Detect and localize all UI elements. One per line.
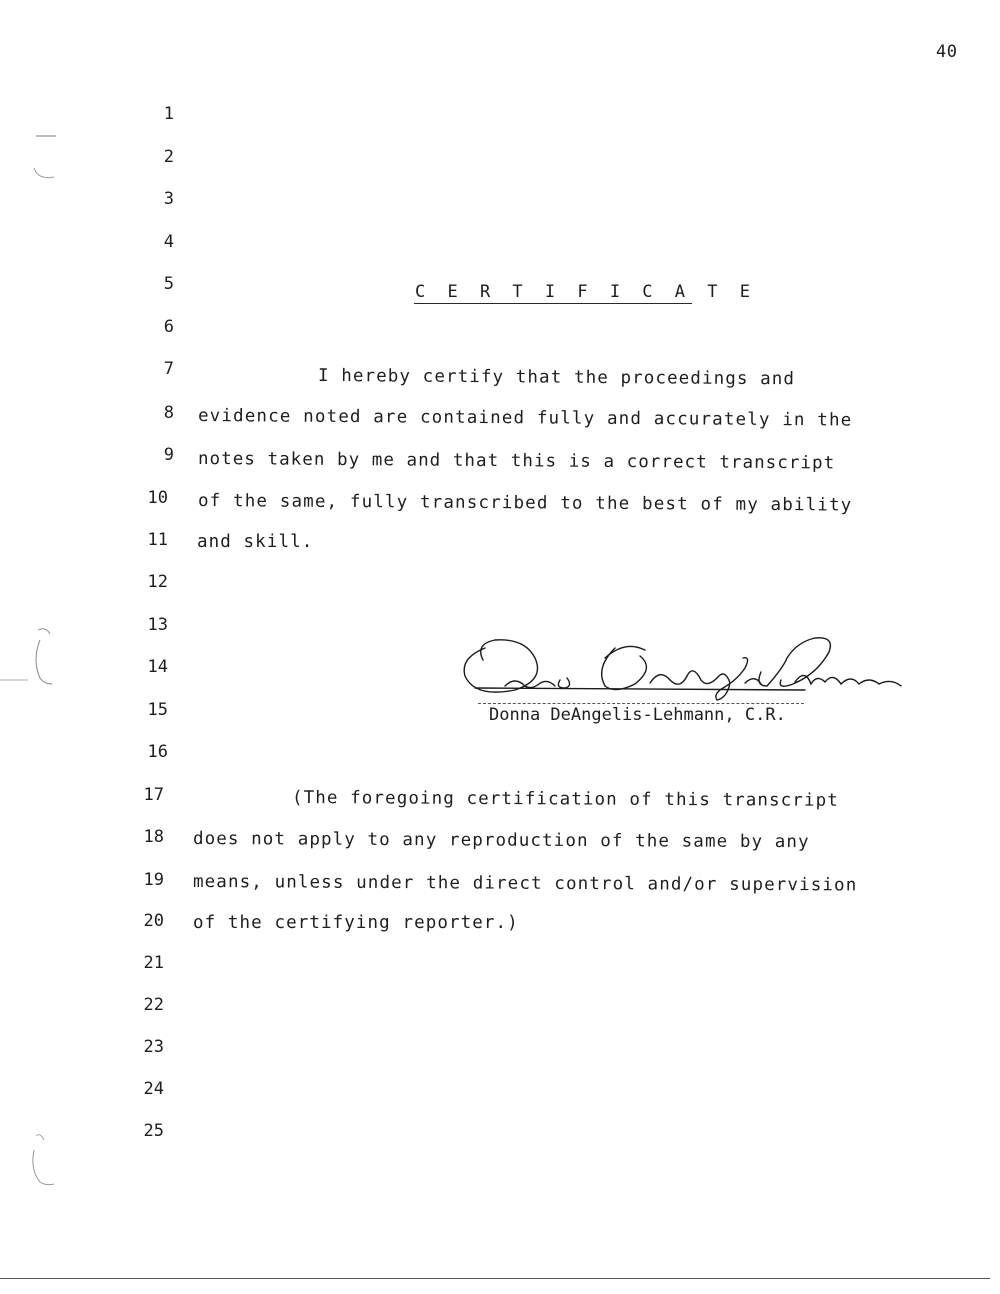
line-number: 21 <box>143 953 164 973</box>
certification-text-line: notes taken by me and that this is a correct transcript <box>197 449 836 474</box>
line-number: 19 <box>143 870 164 890</box>
disclaimer-text-line: means, unless under the direct control and/or supervision <box>192 872 858 896</box>
line-number: 2 <box>163 147 174 167</box>
page-number: 40 <box>936 42 958 62</box>
certification-text-line: I hereby certify that the proceedings and <box>317 366 796 390</box>
line-number: 8 <box>163 403 174 423</box>
line-number: 12 <box>147 572 168 592</box>
signature-line <box>478 703 804 704</box>
signer-name: Donna DeAngelis-Lehmann, C.R. <box>489 705 786 725</box>
line-number: 14 <box>147 657 168 677</box>
line-number: 9 <box>163 445 174 465</box>
certification-text-line: evidence noted are contained fully and accurately in the <box>197 406 853 431</box>
line-number: 1 <box>163 104 174 124</box>
line-number: 4 <box>163 232 174 252</box>
line-number: 11 <box>147 530 168 550</box>
line-number: 18 <box>143 827 164 847</box>
certification-text-line: of the same, fully transcribed to the best of my ability <box>197 491 853 516</box>
line-number: 6 <box>163 317 174 337</box>
line-number: 15 <box>147 700 168 720</box>
line-number: 24 <box>143 1079 164 1099</box>
disclaimer-text-line: of the certifying reporter.) <box>193 913 519 933</box>
line-number: 17 <box>143 785 164 805</box>
binder-hole-marks <box>0 0 70 1294</box>
line-number: 3 <box>163 189 174 209</box>
line-number: 7 <box>163 359 174 379</box>
line-number: 20 <box>143 911 164 931</box>
line-number: 16 <box>147 742 168 762</box>
certificate-title: C E R T I F I C A T E <box>415 282 756 302</box>
line-number: 25 <box>143 1121 164 1141</box>
line-number: 22 <box>143 995 164 1015</box>
title-underline <box>414 303 692 304</box>
line-number: 10 <box>147 488 168 508</box>
page-bottom-edge <box>0 1278 990 1279</box>
line-number: 5 <box>163 274 174 294</box>
disclaimer-text-line: (The foregoing certification of this transcript <box>291 788 839 811</box>
signature-image <box>455 628 915 708</box>
disclaimer-text-line: does not apply to any reproduction of the same by any <box>192 829 810 853</box>
line-number: 23 <box>143 1037 164 1057</box>
line-number: 13 <box>147 615 168 635</box>
certification-text-line: and skill. <box>197 532 314 552</box>
